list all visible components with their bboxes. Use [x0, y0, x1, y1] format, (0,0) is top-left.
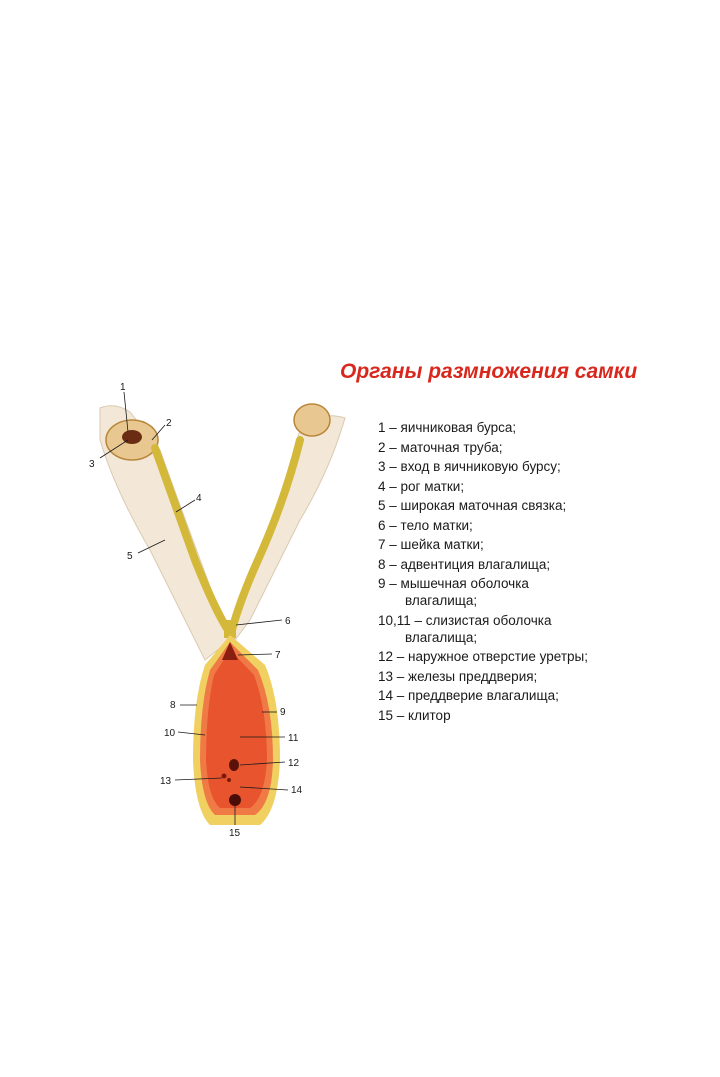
- callout-7: 7: [275, 650, 281, 661]
- legend-item: 7 – шейка матки;: [378, 537, 484, 552]
- callout-8: 8: [170, 700, 176, 711]
- legend-item: 15 – клитор: [378, 707, 451, 723]
- legend-item: 3 – вход в яичниковую бурсу;: [378, 459, 561, 474]
- ovarian-bursa-right: [294, 404, 330, 436]
- legend-item: 9 – мышечная оболочка влагалища;: [378, 576, 529, 608]
- clitoris: [229, 794, 241, 806]
- broad-ligament-right: [230, 416, 345, 640]
- legend-item: 6 – тело матки;: [378, 517, 473, 533]
- legend-item: 14 – преддверие влагалища;: [378, 688, 559, 703]
- callout-9: 9: [280, 707, 286, 718]
- legend-item: 2 – маточная труба;: [378, 439, 503, 455]
- callout-10: 10: [164, 728, 176, 739]
- figure-title: Органы размножения самки: [340, 360, 638, 383]
- legend-item: 8 – адвентиция влагалища;: [378, 556, 551, 572]
- legend-item: 13 – железы преддверия;: [378, 668, 538, 684]
- legend-item: 1 – яичниковая бурса;: [378, 420, 517, 435]
- callout-15: 15: [229, 828, 241, 839]
- callout-14: 14: [291, 785, 303, 796]
- callout-11: 11: [288, 733, 299, 744]
- vestibular-glands: [222, 774, 227, 779]
- legend-item: 12 – наружное отверстие уретры;: [378, 649, 588, 664]
- callout-4: 4: [196, 493, 202, 504]
- callout-5: 5: [127, 551, 133, 562]
- callout-3: 3: [89, 459, 95, 470]
- callout-1: 1: [120, 382, 126, 393]
- vestibular-glands: [227, 778, 231, 782]
- legend-item: 5 – широкая маточная связка;: [378, 498, 567, 513]
- urethral-opening: [229, 759, 239, 771]
- callout-13: 13: [160, 776, 172, 787]
- legend-item: 4 – рог матки;: [378, 478, 465, 494]
- callout-6: 6: [285, 616, 291, 627]
- legend-item: 10,11 – слизистая оболочка влагалища;: [378, 612, 552, 645]
- callout-2: 2: [166, 418, 172, 429]
- callout-12: 12: [288, 758, 300, 769]
